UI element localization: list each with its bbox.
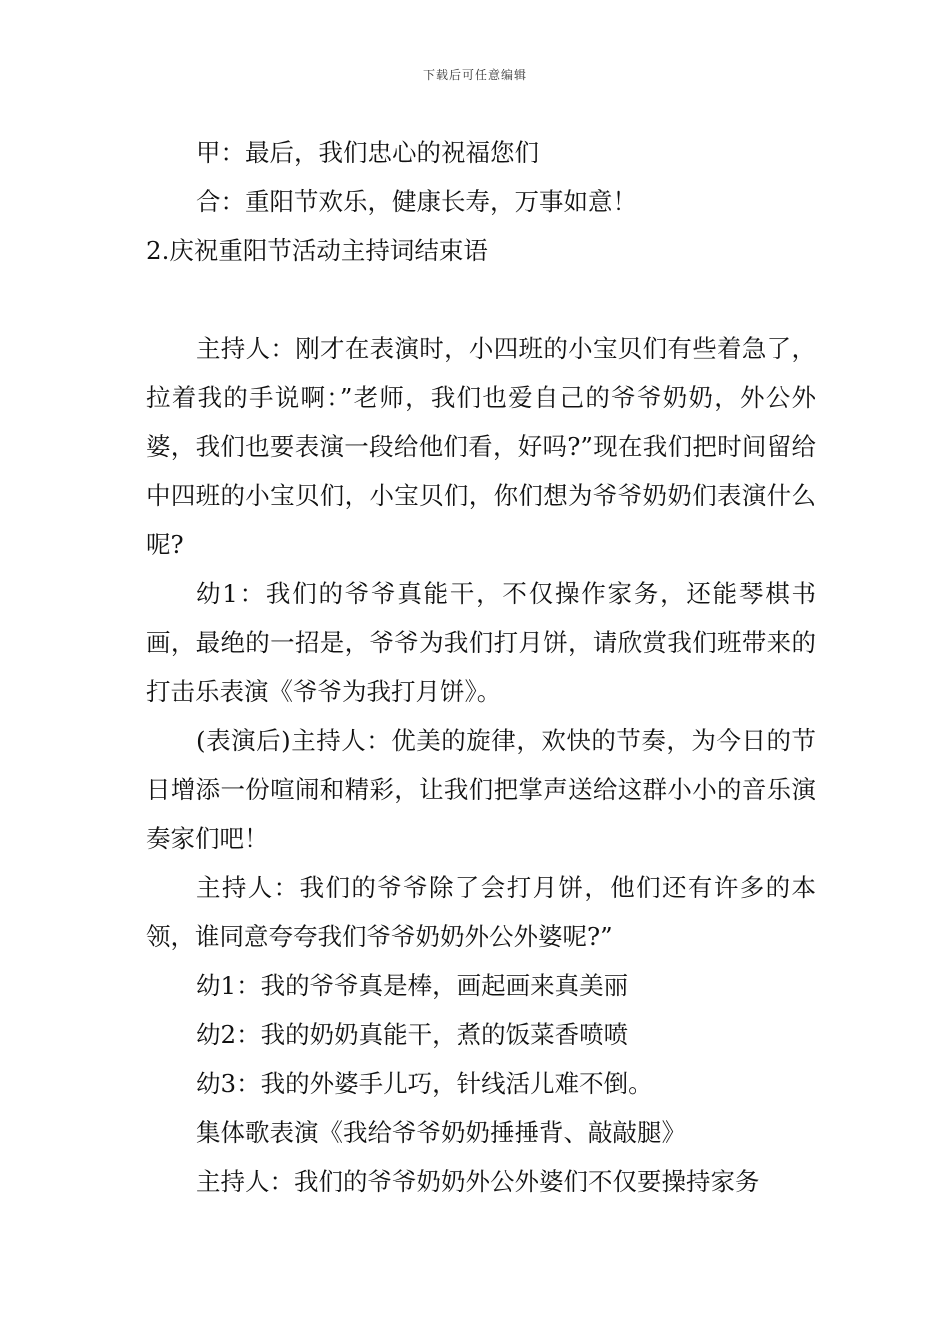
blank-line (146, 275, 816, 324)
paragraph-child-2: 幼2：我的奶奶真能干，煮的饭菜香喷喷 (196, 1020, 629, 1049)
section-heading: 2.庆祝重阳节活动主持词结束语 (146, 236, 488, 265)
paragraph-host-final: 主持人：我们的爷爷奶奶外公外婆们不仅要操持家务 (196, 1167, 760, 1196)
paragraph-closing-wish: 甲：最后，我们忠心的祝福您们 (196, 138, 539, 167)
paragraph-child-1-grandpa: 幼1：我们的爷爷真能干，不仅操作家务，还能琴棋书画，最绝的一招是，爷爷为我们打月饼，请欣赏我们班带来的打击乐表演《爷爷为我打月饼》。 (146, 579, 816, 706)
page-header-note: 下载后可任意编辑 (422, 68, 527, 82)
paragraph-host-after-performance: (表演后)主持人：优美的旋律，欢快的节奏，为今日的节日增添一份喧闹和精彩，让我们把掌声送给这群小小的音乐演奏家们吧！ (146, 726, 816, 853)
paragraph-child-3: 幼3：我的外婆手儿巧，针线活儿难不倒。 (196, 1069, 653, 1098)
paragraph-host-praise: 主持人：我们的爷爷除了会打月饼，他们还有许多的本领，谁同意夸夸我们爷爷奶奶外公外婆呢?” (146, 873, 816, 951)
paragraph-child-1: 幼1：我的爷爷真是棒，画起画来真美丽 (196, 971, 629, 1000)
paragraph-together-greeting: 合：重阳节欢乐，健康长寿，万事如意！ (196, 187, 637, 216)
document-body (146, 128, 816, 1206)
paragraph-host-intro: 主持人：刚才在表演时，小四班的小宝贝们有些着急了，拉着我的手说啊：”老师，我们也爱自己的爷爷奶奶，外公外婆，我们也要表演一段给他们看，好吗?”现在我们把时间留给中四班的小宝贝们，小宝贝们，你们想为爷爷奶奶们表演什么呢? (146, 334, 816, 559)
paragraph-group-song: 集体歌表演《我给爷爷奶奶捶捶背、敲敲腿》 (196, 1118, 686, 1147)
